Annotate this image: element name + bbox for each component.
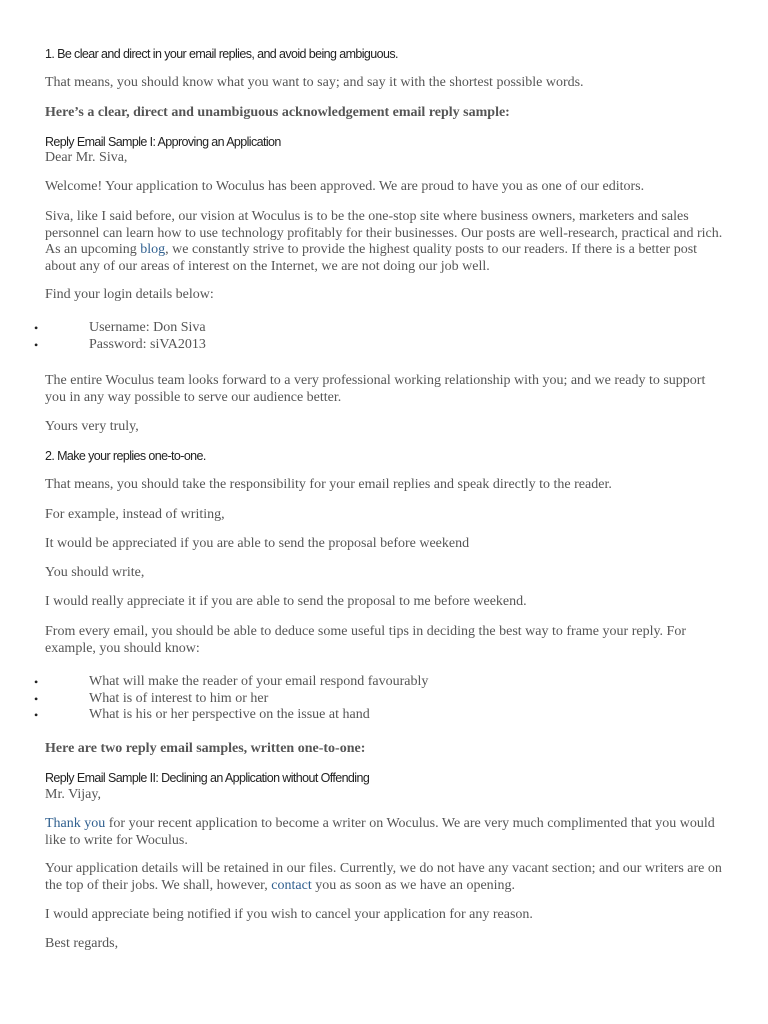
login-details-list xyxy=(45,320,206,353)
samples-intro: Here are two reply email samples, written one-to-one: xyxy=(45,741,366,756)
sample1-paragraph-2-text-b: , we constantly strive to provide the highest quality posts to our readers. If there is a better post about any of our areas of interest on the Internet, we are not doing our job well. xyxy=(45,242,698,274)
sample2-paragraph-2-text-b: you as soon as we have an opening. xyxy=(311,877,516,893)
example-intro: For example, instead of writing, xyxy=(45,507,225,522)
list-item: • Password: siVA2013 xyxy=(45,337,206,354)
sample2-paragraph-2 xyxy=(45,861,729,894)
blog-link[interactable]: blog xyxy=(140,242,166,257)
tip1-sample-intro: Here’s a clear, direct and unambiguous acknowledgement email reply sample: xyxy=(45,105,510,120)
sample2-paragraph-1 xyxy=(45,816,729,849)
sample1-paragraph-2-text-a: Siva, like I said before, our vision at Woculus is to be the one-stop site where business owners, marketers and sales personnel can learn how to use technology profitably for their businesses. Our posts are well-research, practical and rich. As an upcoming xyxy=(45,209,723,257)
list-item: • What is of interest to him or her xyxy=(45,691,428,708)
login-intro: Find your login details below: xyxy=(45,287,214,302)
tip2-explanation: That means, you should take the responsibility for your email replies and speak directly to the reader. xyxy=(45,477,612,492)
list-item: • What will make the reader of your email respond favourably xyxy=(45,674,428,691)
list-item: • Username: Don Siva xyxy=(45,320,206,337)
sample1-title: Reply Email Sample I: Approving an Application xyxy=(45,135,281,149)
deduce-paragraph: From every email, you should be able to deduce some useful tips in deciding the best way to frame your reply. For example, you should know: xyxy=(45,624,686,656)
contact-link[interactable]: contact xyxy=(271,877,312,893)
sample1-salutation: Dear Mr. Siva, xyxy=(45,150,128,165)
tip1-heading: 1. Be clear and direct in your email replies, and avoid being ambiguous. xyxy=(45,47,398,61)
know-list xyxy=(45,674,428,724)
sample2-paragraph-3: I would appreciate being notified if you wish to cancel your application for any reason. xyxy=(45,907,533,922)
sample2-paragraph-2-text-a: Your application details will be retained in our files. Currently, we do not have any vacant section; and our writers are on the top of their jobs. We shall, however, xyxy=(45,861,722,893)
sample2-closing: Best regards, xyxy=(45,936,119,951)
list-item: • What is his or her perspective on the issue at hand xyxy=(45,707,428,724)
thank-you-link[interactable]: Thank you xyxy=(45,816,106,831)
sample1-paragraph-3: The entire Woculus team looks forward to a very professional working relationship with you; and we ready to support you in any way possible to serve our audience better. xyxy=(45,373,706,405)
good-example: I would really appreciate it if you are able to send the proposal to me before weekend. xyxy=(45,594,527,609)
sample2-salutation: Mr. Vijay, xyxy=(45,787,101,802)
tip2-heading: 2. Make your replies one-to-one. xyxy=(45,449,206,463)
bad-example: It would be appreciated if you are able to send the proposal before weekend xyxy=(45,536,470,551)
sample1-closing: Yours very truly, xyxy=(45,419,139,434)
sample2-title: Reply Email Sample II: Declining an Application without Offending xyxy=(45,771,370,785)
sample1-paragraph-1: Welcome! Your application to Woculus has been approved. We are proud to have you as one of our editors. xyxy=(45,179,645,194)
sample1-paragraph-2 xyxy=(45,209,729,275)
sample2-paragraph-1-text: for your recent application to become a writer on Woculus. We are very much complimented that you would like to write for Woculus. xyxy=(45,816,715,848)
tip1-explanation: That means, you should know what you want to say; and say it with the shortest possible words. xyxy=(45,75,584,90)
should-write: You should write, xyxy=(45,565,145,580)
